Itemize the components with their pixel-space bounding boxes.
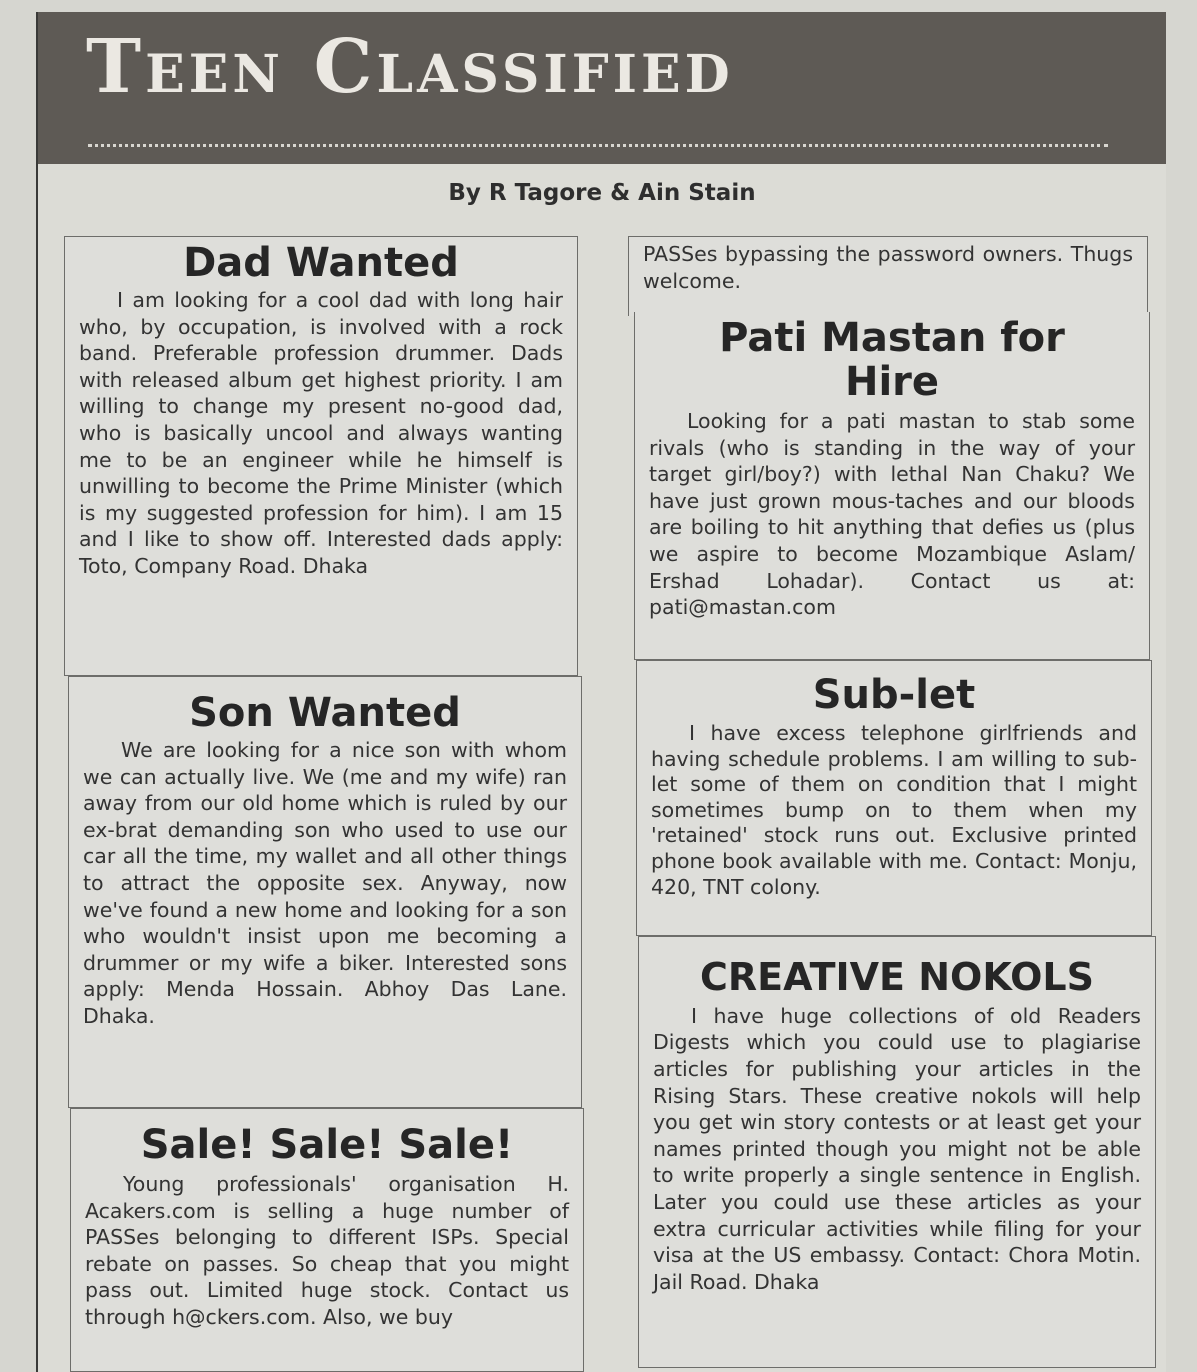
ad-sale xyxy=(70,1108,584,1372)
byline: By R Tagore & Ain Stain xyxy=(448,180,756,206)
ad-body: I am looking for a cool dad with long hair who, by occupation, is involved with a rock band. Preferable profession drummer. Dads with released album get highest priority. I am willing to change my present no-good dad, who is basically uncool and always wanting me to be an engineer while he himself is unwilling to become the Prime Minister (which is my suggested profession for him). I am 15 and I like to show off. Interested dads apply: Toto, Company Road. Dhaka xyxy=(79,288,563,578)
ad-body-continued: PASSes bypassing the password owners. Thugs welcome. xyxy=(643,242,1133,293)
ad-sub-let xyxy=(636,660,1152,936)
ad-heading: Son Wanted xyxy=(189,690,461,736)
ad-dad-wanted xyxy=(64,236,578,676)
ad-creative-nokols xyxy=(638,936,1156,1368)
dotted-divider xyxy=(88,144,1108,147)
page-title: Teen Classified xyxy=(86,24,734,110)
ad-pati-mastan xyxy=(634,312,1150,660)
ad-heading: Pati Mastan for Hire xyxy=(719,315,1065,405)
ad-body: I have excess telephone girlfriends and having schedule problems. I am willing to sub-let some of them on condition that I might sometimes bump on to them when my 'retained' stock runs out. Exclusive printed phone book available with me. Contact: Monju, 420, TNT colony. xyxy=(651,721,1137,899)
ad-heading: CREATIVE NOKOLS xyxy=(700,955,1094,999)
ad-body: Looking for a pati mastan to stab some rivals (who is standing in the way of your target girl/boy?) with lethal Nan Chaku? We have just grown mous-taches and our bloods are boiling to hit anything that defies us (plus we aspire to become Mozambique Aslam/ Ershad Lohadar). Contact us at: pati@mastan.com xyxy=(649,409,1135,620)
classified-page xyxy=(36,12,1166,1372)
ad-body: We are looking for a nice son with whom we can actually live. We (me and my wife) ran away from our old home which is ruled by our ex-brat demanding son who used to use our car all the time, my wallet and all other things to attract the opposite sex. Anyway, now we've found a new home and looking for a son who wouldn't insist upon me becoming a drummer or my wife a biker. Interested sons apply: Menda Hossain. Abhoy Das Lane. Dhaka. xyxy=(83,738,567,1028)
ad-body: Young professionals' organisation H. Acakers.com is selling a huge number of PASSes belonging to different ISPs. Special rebate on passes. So cheap that you might pass out. Limited huge stock. Contact us through h@ckers.com. Also, we buy xyxy=(85,1172,569,1329)
ad-body: I have huge collections of old Readers Digests which you could use to plagiarise articles for publishing your articles in the Rising Stars. These creative nokols will help you get win story contests or at least get your names printed though you might not be able to write properly a single sentence in English. Later you could use these articles as your extra curricular activities while filing for your visa at the US embassy. Contact: Chora Motin. Jail Road. Dhaka xyxy=(653,1003,1141,1294)
ad-heading: Sale! Sale! Sale! xyxy=(140,1122,514,1168)
ad-sale-continued xyxy=(628,236,1148,316)
masthead-banner xyxy=(38,12,1166,164)
ad-heading: Dad Wanted xyxy=(183,240,459,286)
ad-son-wanted xyxy=(68,676,582,1108)
ad-heading: Sub-let xyxy=(812,672,976,718)
